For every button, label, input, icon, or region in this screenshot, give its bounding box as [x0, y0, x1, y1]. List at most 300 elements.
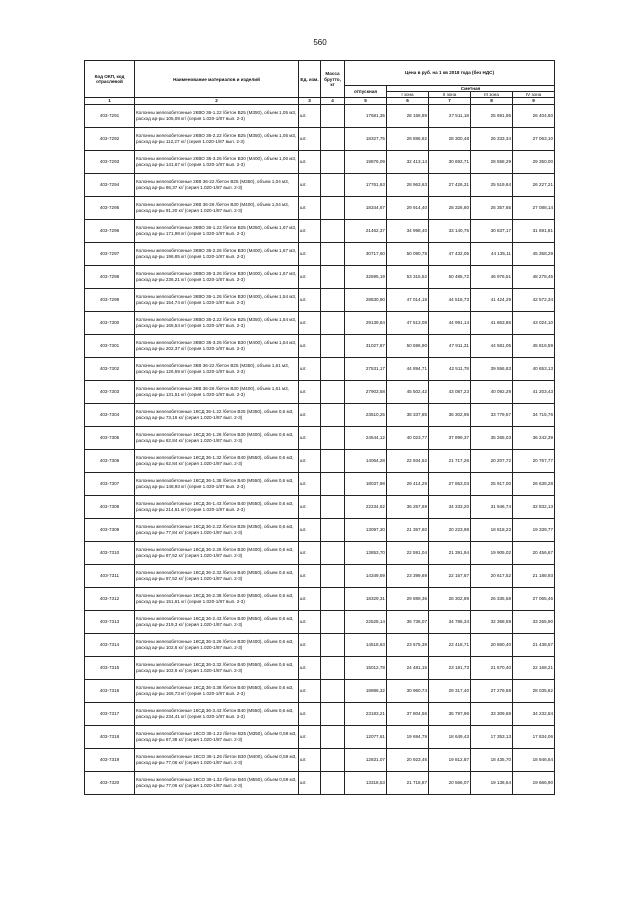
row-zone-3-price: 46 976,51: [471, 265, 513, 288]
row-release-price: 22234,62: [345, 495, 387, 518]
row-mass: [321, 242, 345, 265]
table-row: [85, 495, 555, 518]
row-zone-2-price: 27 511,18: [429, 104, 471, 127]
row-zone-2-price: 47 432,05: [429, 242, 471, 265]
row-mass: [321, 518, 345, 541]
row-unit: шт.: [299, 219, 321, 242]
row-mass: [321, 610, 345, 633]
table-row: [85, 357, 555, 380]
table-row: [85, 771, 555, 794]
row-zone-3-price: 40 092,29: [471, 380, 513, 403]
row-zone-4-price: 27 088,14: [513, 196, 555, 219]
table-row: [85, 380, 555, 403]
row-zone-1-price: 21 718,87: [387, 771, 429, 794]
row-zone-4-price: 41 203,43: [513, 380, 555, 403]
row-release-price: 14064,28: [345, 449, 387, 472]
row-zone-4-price: 45 816,59: [513, 334, 555, 357]
column-number: 2: [135, 98, 299, 104]
row-zone-1-price: 19 694,79: [387, 725, 429, 748]
column-number: 3: [299, 98, 321, 104]
row-name: Колонны железобетонные 1КСД 36-1.26 /бетон В30 (М400), объем 0,6 м3, расход ар-ры 62,84 кг/ (серия 1.020-1/87 вып. 2-3): [135, 426, 299, 449]
table-row: [85, 150, 555, 173]
row-zone-3-price: 20 617,52: [471, 564, 513, 587]
row-code: 403-7316: [85, 679, 135, 702]
table-row: [85, 219, 555, 242]
row-code: 403-7319: [85, 748, 135, 771]
row-zone-3-price: 44 581,05: [471, 334, 513, 357]
table-row: [85, 472, 555, 495]
row-zone-1-price: 28 158,89: [387, 104, 429, 127]
row-zone-2-price: 37 899,37: [429, 426, 471, 449]
row-zone-2-price: 42 511,78: [429, 357, 471, 380]
row-name: Колонны железобетонные 1КСД 36-2.43 /бетон В40 (М550), объем 0,6 м3, расход ар-ры 219,3 кг/ (серия 1.020-1/87 вып. 2-3): [135, 610, 299, 633]
table-row: [85, 541, 555, 564]
row-zone-4-price: 27 063,10: [513, 127, 555, 150]
row-mass: [321, 219, 345, 242]
row-unit: шт.: [299, 311, 321, 334]
row-zone-1-price: 45 502,42: [387, 380, 429, 403]
row-release-price: 27531,17: [345, 357, 387, 380]
row-zone-2-price: 33 140,75: [429, 219, 471, 242]
row-release-price: 14349,59: [345, 564, 387, 587]
row-zone-1-price: 37 804,56: [387, 702, 429, 725]
row-unit: шт.: [299, 150, 321, 173]
row-code: 403-7299: [85, 288, 135, 311]
row-zone-1-price: 47 513,08: [387, 311, 429, 334]
row-zone-3-price: 33 779,57: [471, 403, 513, 426]
header-zone-2: II зона: [429, 92, 471, 98]
row-mass: [321, 104, 345, 127]
table-row: [85, 449, 555, 472]
row-zone-4-price: 21 188,93: [513, 564, 555, 587]
row-unit: шт.: [299, 472, 321, 495]
row-release-price: 15012,78: [345, 656, 387, 679]
row-zone-4-price: 34 715,76: [513, 403, 555, 426]
row-zone-4-price: 31 691,81: [513, 219, 555, 242]
row-name: Колонны железобетонные 1КСО 36-1.32 /бетон В40 (М550), объем 0,59 м3, расход ар-ры 77,06 кг/ (серия 1.020-1/87 вып. 2-3): [135, 771, 299, 794]
table-row: [85, 265, 555, 288]
row-name: Колонны железобетонные 1КСД 36-1.32 /бетон В40 (М550), объем 0,6 м3, расход ар-ры 62,84 кг/ (серия 1.020-1/87 вып. 2-3): [135, 449, 299, 472]
table-row: [85, 518, 555, 541]
row-unit: шт.: [299, 518, 321, 541]
header-mass: Масса брутто, кг: [321, 61, 345, 98]
row-unit: шт.: [299, 564, 321, 587]
row-unit: шт.: [299, 748, 321, 771]
row-code: 403-7298: [85, 265, 135, 288]
row-zone-4-price: 26 635,28: [513, 472, 555, 495]
row-zone-4-price: 19 339,77: [513, 518, 555, 541]
row-code: 403-7295: [85, 196, 135, 219]
row-mass: [321, 495, 345, 518]
row-release-price: 17681,35: [345, 104, 387, 127]
row-name: Колонны железобетонные 2КВО 36-2.22 /бетон В25 (М350), объем 1,05 м3, расход ар-ры 112,27 кг/ (серия 1.020-1/87 вып. 2-3): [135, 127, 299, 150]
row-zone-3-price: 26 357,65: [471, 196, 513, 219]
row-zone-2-price: 29 317,40: [429, 679, 471, 702]
row-release-price: 27903,58: [345, 380, 387, 403]
row-mass: [321, 403, 345, 426]
row-unit: шт.: [299, 334, 321, 357]
row-name: Колонны железобетонные 1КСД 36-1.43 /бетон В40 (М550), объем 0,6 м3, расход ар-ры 214,61 кг/ (серия 1.020-1/87 вып. 2-3): [135, 495, 299, 518]
row-code: 403-7293: [85, 150, 135, 173]
row-unit: шт.: [299, 725, 321, 748]
table-row: [85, 311, 555, 334]
row-zone-2-price: 28 326,60: [429, 196, 471, 219]
row-zone-2-price: 27 853,03: [429, 472, 471, 495]
row-zone-1-price: 24 481,15: [387, 656, 429, 679]
row-zone-1-price: 47 014,18: [387, 288, 429, 311]
row-code: 403-7310: [85, 541, 135, 564]
row-zone-3-price: 27 279,58: [471, 679, 513, 702]
row-release-price: 12831,07: [345, 748, 387, 771]
row-zone-1-price: 23 675,39: [387, 633, 429, 656]
row-zone-2-price: 18 649,43: [429, 725, 471, 748]
row-name: Колонны железобетонные 1КСД 36-3.43 /бетон В40 (М550), объем 0,6 м3, расход ар-ры 234,41 кг/ (серия 1.020-1/87 вып. 2-3): [135, 702, 299, 725]
row-name: Колонны железобетонные 1КСД 36-2.22 /бетон В25 (М350), объем 0,6 м3, расход ар-ры 77,84 кг/ (серия 1.020-1/87 вып. 2-3): [135, 518, 299, 541]
row-code: 403-7304: [85, 403, 135, 426]
column-number: 9: [513, 98, 555, 104]
row-unit: шт.: [299, 656, 321, 679]
row-name: Колонны железобетонные 3КВО 36-2.26 /бетон В30 (М400), объем 1,67 м3, расход ар-ры 196,85 кг/ (серия 1.020-1/87 вып. 2-3): [135, 242, 299, 265]
row-name: Колонны железобетонные 3КВО 36-3.26 /бетон В30 (М400), объем 1,67 м3, расход ар-ры 236,21 кг/ (серия 1.020-1/87 вып. 2-3): [135, 265, 299, 288]
row-mass: [321, 748, 345, 771]
row-zone-2-price: 28 300,48: [429, 127, 471, 150]
row-zone-3-price: 41 424,29: [471, 288, 513, 311]
header-zone-4: IV зона: [513, 92, 555, 98]
row-zone-4-price: 20 456,67: [513, 541, 555, 564]
row-mass: [321, 771, 345, 794]
row-zone-1-price: 21 357,60: [387, 518, 429, 541]
row-name: Колонны железобетонные 2КВ 36-22 /бетон В25 (М350), объем 1,04 м3, расход ар-ры 86,37 кг/ (серия 1.020-1/87 вып. 2-3): [135, 173, 299, 196]
row-code: 403-7312: [85, 587, 135, 610]
row-zone-2-price: 43 087,23: [429, 380, 471, 403]
row-zone-4-price: 20 767,77: [513, 449, 555, 472]
row-zone-3-price: 35 265,03: [471, 426, 513, 449]
row-zone-1-price: 23 399,69: [387, 564, 429, 587]
row-zone-2-price: 21 717,26: [429, 449, 471, 472]
row-zone-1-price: 36 257,69: [387, 495, 429, 518]
row-unit: шт.: [299, 104, 321, 127]
row-zone-3-price: 19 905,02: [471, 541, 513, 564]
table-row: [85, 127, 555, 150]
row-release-price: 17761,63: [345, 173, 387, 196]
row-zone-1-price: 50 090,78: [387, 242, 429, 265]
row-zone-3-price: 17 353,13: [471, 725, 513, 748]
page-number: 560: [313, 38, 327, 47]
row-code: 403-7303: [85, 380, 135, 403]
column-number: 6: [387, 98, 429, 104]
row-name: Колонны железобетонные 3КВ 36-22 /бетон В25 (М350), объем 1,61 м3, расход ар-ры 126,59 кг/ (серия 1.020-1/87 вып. 2-3): [135, 357, 299, 380]
row-zone-3-price: 26 333,34: [471, 127, 513, 150]
price-table: [84, 60, 555, 795]
row-zone-1-price: 29 914,40: [387, 196, 429, 219]
row-code: 403-7308: [85, 495, 135, 518]
table-row: [85, 564, 555, 587]
row-zone-3-price: 21 570,40: [471, 656, 513, 679]
row-mass: [321, 449, 345, 472]
row-release-price: 31027,87: [345, 334, 387, 357]
row-zone-1-price: 30 960,74: [387, 679, 429, 702]
row-mass: [321, 380, 345, 403]
row-code: 403-7306: [85, 449, 135, 472]
row-code: 403-7313: [85, 610, 135, 633]
row-release-price: 14518,63: [345, 633, 387, 656]
table-row: [85, 242, 555, 265]
table-row: [85, 633, 555, 656]
row-name: Колонны железобетонные 1КСО 36-1.22 /бетон В25 (М350), объем 0,59 м3, расход ар-ры 67,38 кг/ (серия 1.020-1/87 вып. 2-3): [135, 725, 299, 748]
table-row: [85, 702, 555, 725]
row-mass: [321, 564, 345, 587]
row-release-price: 13853,70: [345, 541, 387, 564]
row-release-price: 32695,19: [345, 265, 387, 288]
row-code: 403-7292: [85, 127, 135, 150]
row-zone-3-price: 32 368,59: [471, 610, 513, 633]
row-zone-4-price: 32 832,13: [513, 495, 555, 518]
row-unit: шт.: [299, 265, 321, 288]
row-code: 403-7300: [85, 311, 135, 334]
row-code: 403-7291: [85, 104, 135, 127]
row-zone-3-price: 44 135,11: [471, 242, 513, 265]
row-unit: шт.: [299, 633, 321, 656]
row-unit: шт.: [299, 771, 321, 794]
row-unit: шт.: [299, 587, 321, 610]
table-row: [85, 288, 555, 311]
row-zone-1-price: 32 413,14: [387, 150, 429, 173]
row-zone-4-price: 21 438,57: [513, 633, 555, 656]
row-release-price: 23183,21: [345, 702, 387, 725]
header-unit: Ед. изм.: [299, 61, 321, 98]
row-zone-3-price: 18 818,23: [471, 518, 513, 541]
row-zone-2-price: 27 426,31: [429, 173, 471, 196]
row-zone-4-price: 34 232,84: [513, 702, 555, 725]
table-header: [85, 61, 555, 105]
row-zone-3-price: 33 309,68: [471, 702, 513, 725]
row-mass: [321, 127, 345, 150]
row-zone-2-price: 22 157,67: [429, 564, 471, 587]
row-unit: шт.: [299, 357, 321, 380]
table-row: [85, 748, 555, 771]
row-zone-3-price: 31 946,74: [471, 495, 513, 518]
row-zone-3-price: 39 556,83: [471, 357, 513, 380]
row-mass: [321, 656, 345, 679]
row-unit: шт.: [299, 426, 321, 449]
row-mass: [321, 150, 345, 173]
row-mass: [321, 173, 345, 196]
row-zone-4-price: 36 242,39: [513, 426, 555, 449]
column-number: 1: [85, 98, 135, 104]
row-zone-1-price: 22 934,52: [387, 449, 429, 472]
row-unit: шт.: [299, 495, 321, 518]
table-body: [85, 104, 555, 794]
row-unit: шт.: [299, 380, 321, 403]
row-mass: [321, 587, 345, 610]
header-code: Код ОКП, код отраслевой: [85, 61, 135, 98]
row-unit: шт.: [299, 196, 321, 219]
row-name: Колонны железобетонные 1КСД 36-3.38 /бетон В40 (М550), объем 0,6 м3, расход ар-ры 166,73 кг/ (серия 1.020-1/87 вып. 2-3): [135, 679, 299, 702]
row-name: Колонны железобетонные 1КСД 36-3.26 /бетон В30 (М400), объем 0,6 м3, расход ар-ры 102,6 кг/ (серия 1.020-1/87 вып. 2-3): [135, 633, 299, 656]
row-zone-2-price: 36 302,95: [429, 403, 471, 426]
row-zone-3-price: 28 558,29: [471, 150, 513, 173]
row-zone-4-price: 45 358,29: [513, 242, 555, 265]
row-zone-3-price: 26 335,58: [471, 587, 513, 610]
row-name: Колонны железобетонные 1КСД 36-2.32 /бетон В40 (М550), объем 0,6 м3, расход ар-ры 87,52 кг/ (серия 1.020-1/87 вып. 2-3): [135, 564, 299, 587]
row-zone-2-price: 44 518,73: [429, 288, 471, 311]
row-zone-4-price: 22 168,21: [513, 656, 555, 679]
row-mass: [321, 472, 345, 495]
row-code: 403-7309: [85, 518, 135, 541]
row-mass: [321, 311, 345, 334]
row-code: 403-7294: [85, 173, 135, 196]
row-zone-4-price: 48 278,45: [513, 265, 555, 288]
row-code: 403-7317: [85, 702, 135, 725]
table-row: [85, 334, 555, 357]
row-mass: [321, 288, 345, 311]
row-release-price: 21462,37: [345, 219, 387, 242]
row-code: 403-7307: [85, 472, 135, 495]
row-name: Колонны железобетонные 3КВ 36-26 /бетон В30 (М400), объем 1,61 м3, расход ар-ры 131,51 кг/ (серия 1.020-1/87 вып. 2-3): [135, 380, 299, 403]
row-code: 403-7318: [85, 725, 135, 748]
row-zone-2-price: 20 566,07: [429, 771, 471, 794]
column-number: 5: [345, 98, 387, 104]
table-row: [85, 679, 555, 702]
row-release-price: 18344,67: [345, 196, 387, 219]
row-name: Колонны железобетонные 1КСД 36-2.38 /бетон В40 (М550), объем 0,6 м3, расход ар-ры 151,61 кг/ (серия 1.020-1/87 вып. 2-3): [135, 587, 299, 610]
column-number: 8: [471, 98, 513, 104]
row-mass: [321, 426, 345, 449]
row-zone-2-price: 20 223,98: [429, 518, 471, 541]
row-unit: шт.: [299, 679, 321, 702]
row-release-price: 19876,09: [345, 150, 387, 173]
row-zone-3-price: 25 917,00: [471, 472, 513, 495]
row-name: Колонны железобетонные 1КСО 36-1.26 /бетон В30 (М400), объем 0,59 м3, расход ар-ры 77,06 кг/ (серия 1.020-1/87 вып. 2-3): [135, 748, 299, 771]
header-price-group: Цена в руб. на 1 кв 2018 года (без НДС): [345, 61, 555, 86]
row-zone-4-price: 43 024,10: [513, 311, 555, 334]
table-row: [85, 403, 555, 426]
column-number: 7: [429, 98, 471, 104]
row-release-price: 30717,60: [345, 242, 387, 265]
row-mass: [321, 334, 345, 357]
row-zone-4-price: 17 834,06: [513, 725, 555, 748]
row-release-price: 29139,84: [345, 311, 387, 334]
row-name: Колонны железобетонные 3КВО 36-3.26 /бетон В30 (М400), объем 1,54 м3, расход ар-ры 202,37 кг/ (серия 1.020-1/87 вып. 2-3): [135, 334, 299, 357]
row-zone-1-price: 36 736,07: [387, 610, 429, 633]
header-zone-3: III зона: [471, 92, 513, 98]
row-release-price: 28830,90: [345, 288, 387, 311]
row-zone-1-price: 28 886,82: [387, 127, 429, 150]
row-name: Колонны железобетонные 2КВ 36-26 /бетон В30 (М400), объем 1,04 м3, расход ар-ры 91,20 кг/ (серия 1.020-1/87 вып. 2-3): [135, 196, 299, 219]
row-zone-2-price: 28 302,89: [429, 587, 471, 610]
table-row: [85, 725, 555, 748]
row-zone-1-price: 22 591,04: [387, 541, 429, 564]
row-zone-4-price: 29 350,00: [513, 150, 555, 173]
row-zone-3-price: 41 863,86: [471, 311, 513, 334]
row-zone-4-price: 33 265,90: [513, 610, 555, 633]
row-zone-3-price: 18 435,70: [471, 748, 513, 771]
table-row: [85, 196, 555, 219]
row-zone-1-price: 44 894,71: [387, 357, 429, 380]
row-zone-3-price: 20 207,72: [471, 449, 513, 472]
row-name: Колонны железобетонные 2КВО 36-3.26 /бетон В30 (М400), объем 1,06 м3, расход ар-ры 141,67 кг/ (серия 1.020-1/87 вып. 2-3): [135, 150, 299, 173]
header-release-price: отпускная: [345, 86, 387, 98]
row-mass: [321, 702, 345, 725]
row-name: Колонны железобетонные 3КВО 36-2.22 /бетон В25 (М350), объем 1,54 м3, расход ар-ры 165,54 кг/ (серия 1.020-1/87 вып. 2-3): [135, 311, 299, 334]
row-unit: шт.: [299, 403, 321, 426]
row-zone-1-price: 34 998,40: [387, 219, 429, 242]
row-zone-4-price: 40 653,13: [513, 357, 555, 380]
row-code: 403-7296: [85, 219, 135, 242]
row-code: 403-7301: [85, 334, 135, 357]
row-mass: [321, 725, 345, 748]
table-row: [85, 426, 555, 449]
row-zone-2-price: 35 797,96: [429, 702, 471, 725]
table-row: [85, 173, 555, 196]
row-release-price: 13097,30: [345, 518, 387, 541]
row-release-price: 18986,32: [345, 679, 387, 702]
row-release-price: 23510,25: [345, 403, 387, 426]
column-number: 4: [321, 98, 345, 104]
row-name: Колонны железобетонные 3КВО 36-1.22 /бетон В25 (М350), объем 1,67 м3, расход ар-ры 171,98 кг/ (серия 1.020-1/87 вып. 2-3): [135, 219, 299, 242]
header-name: Наименование материалов и изделий: [135, 61, 299, 98]
row-unit: шт.: [299, 449, 321, 472]
row-release-price: 18327,75: [345, 127, 387, 150]
row-zone-3-price: 25 519,84: [471, 173, 513, 196]
row-release-price: 24544,12: [345, 426, 387, 449]
row-unit: шт.: [299, 127, 321, 150]
row-zone-4-price: 27 065,46: [513, 587, 555, 610]
row-zone-4-price: 26 227,21: [513, 173, 555, 196]
row-release-price: 22528,14: [345, 610, 387, 633]
row-code: 403-7320: [85, 771, 135, 794]
row-zone-1-price: 38 337,85: [387, 403, 429, 426]
row-zone-4-price: 42 572,34: [513, 288, 555, 311]
row-zone-3-price: 19 136,54: [471, 771, 513, 794]
row-zone-2-price: 34 333,20: [429, 495, 471, 518]
table-row: [85, 610, 555, 633]
row-zone-2-price: 50 485,72: [429, 265, 471, 288]
row-zone-2-price: 34 786,34: [429, 610, 471, 633]
row-unit: шт.: [299, 610, 321, 633]
row-release-price: 18329,31: [345, 587, 387, 610]
row-code: 403-7305: [85, 426, 135, 449]
row-unit: шт.: [299, 173, 321, 196]
row-unit: шт.: [299, 242, 321, 265]
row-mass: [321, 357, 345, 380]
table-row: [85, 587, 555, 610]
row-name: Колонны железобетонные 2КВО 36-1.22 /бетон В25 (М350), объем 1,05 м3, расход ар-ры 105,08 кг/ (серия 1.020-1/87 вып. 2-3): [135, 104, 299, 127]
row-name: Колонны железобетонные 1КСД 36-3.32 /бетон В40 (М550), объем 0,6 м3, расход ар-ры 102,6 кг/ (серия 1.020-1/87 вып. 2-3): [135, 656, 299, 679]
row-name: Колонны железобетонные 1КСД 36-1.22 /бетон В25 (М350), объем 0,6 м3, расход ар-ры 73,16 кг/ (серия 1.020-1/87 вып. 2-3): [135, 403, 299, 426]
row-code: 403-7314: [85, 633, 135, 656]
row-name: Колонны железобетонные 3КВО 36-1.26 /бетон В30 (М400), объем 1,54 м3, расход ар-ры 154,74 кг/ (серия 1.020-1/87 вып. 2-3): [135, 288, 299, 311]
row-zone-1-price: 28 963,63: [387, 173, 429, 196]
row-code: 403-7297: [85, 242, 135, 265]
table-row: [85, 656, 555, 679]
row-mass: [321, 541, 345, 564]
row-mass: [321, 265, 345, 288]
row-zone-2-price: 47 911,31: [429, 334, 471, 357]
row-zone-4-price: 28 035,62: [513, 679, 555, 702]
row-code: 403-7302: [85, 357, 135, 380]
row-unit: шт.: [299, 702, 321, 725]
row-zone-2-price: 21 391,94: [429, 541, 471, 564]
row-release-price: 13318,53: [345, 771, 387, 794]
row-mass: [321, 196, 345, 219]
row-zone-1-price: 29 414,29: [387, 472, 429, 495]
row-zone-1-price: 40 023,77: [387, 426, 429, 449]
row-zone-2-price: 19 812,87: [429, 748, 471, 771]
row-name: Колонны железобетонные 1КСД 36-1.38 /бетон В40 (М550), объем 0,6 м3, расход ар-ры 148,93 кг/ (серия 1.020-1/87 вып. 2-3): [135, 472, 299, 495]
row-mass: [321, 633, 345, 656]
row-code: 403-7315: [85, 656, 135, 679]
